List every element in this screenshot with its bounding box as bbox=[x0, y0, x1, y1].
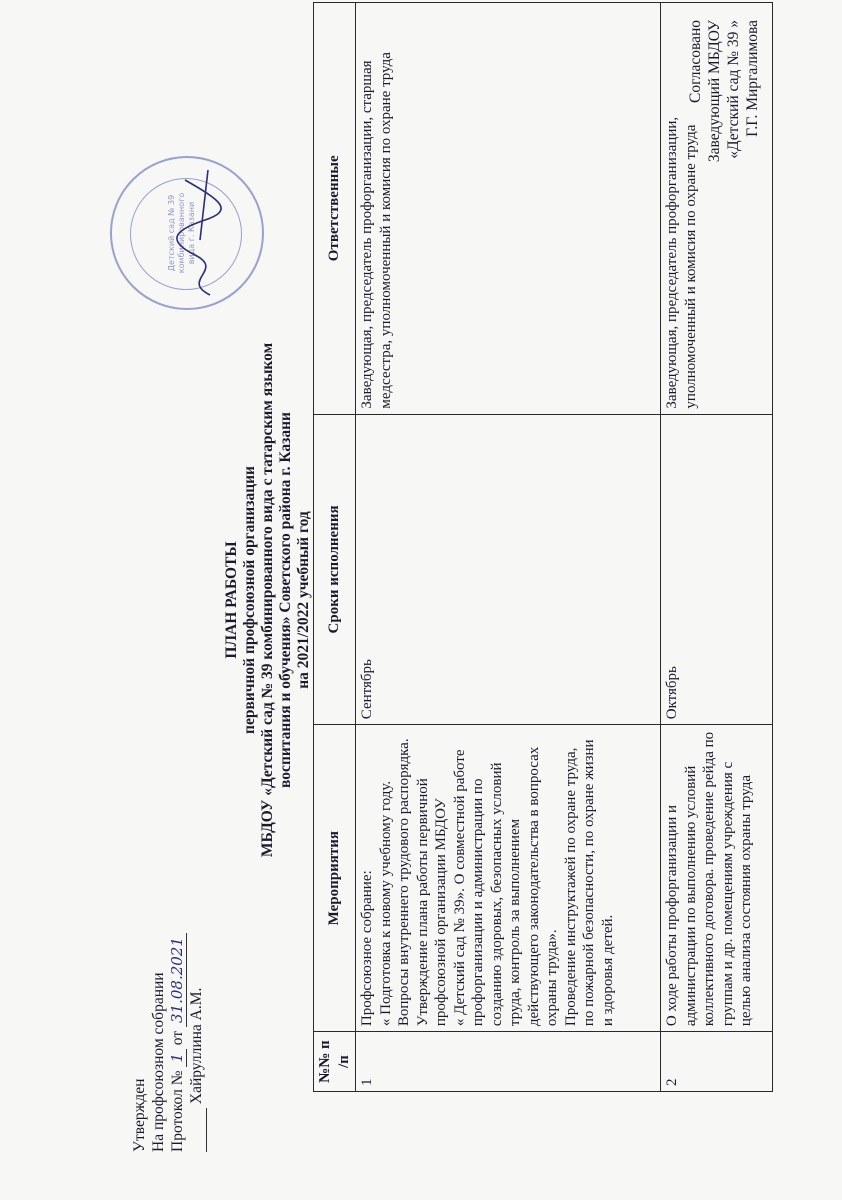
protocol-prefix: Протокол № bbox=[169, 1070, 186, 1152]
activity-line: О ходе работы профорганизации и администрации по выполнению условий коллективного договора. проведение рейда по группам и др. помещениям учреждения с целью анализа состояния охраны труда bbox=[664, 731, 754, 1027]
row-term: Сентябрь bbox=[356, 414, 661, 725]
header-responsible: Ответственные bbox=[314, 3, 356, 415]
approval-line-1: Утвержден bbox=[131, 1078, 148, 1152]
handwritten-signature bbox=[187, 1108, 207, 1152]
approval-line-2: На профсоюзном собрании bbox=[150, 972, 167, 1152]
table-row bbox=[356, 3, 661, 1092]
header-activities: Мероприятия bbox=[314, 725, 356, 1032]
work-plan-table bbox=[313, 2, 773, 1092]
title-line-1: ПЛАН РАБОТЫ bbox=[223, 541, 240, 659]
table-header-row bbox=[314, 3, 356, 1092]
protocol-from: от bbox=[169, 1030, 186, 1046]
agreed-line-4: Г.Г. Миргалимова bbox=[744, 20, 761, 137]
header-term: Сроки исполнения bbox=[314, 414, 356, 725]
activity-line: « Детский сад № 39». О совместной работе профорганизации и администрации по созданию здоровых, безопасных условий труда, контроль за выполнением действующего законодательства в вопросах охраны труда». bbox=[451, 746, 560, 1027]
row-term: Октябрь bbox=[661, 414, 773, 725]
table-row bbox=[661, 3, 773, 1092]
signature-line bbox=[187, 933, 207, 1152]
stamp-text: Детский сад № 39 комбинированного вида г. Казани bbox=[167, 192, 196, 274]
title-line-4: воспитания и обучения» Советского района г. Казани bbox=[277, 412, 294, 788]
activity-line: « Подготовка к новому учебному году. Вопросы внутреннего трудового распорядка. Утверждение плана работы первичной профсоюзной организации МБДОУ bbox=[377, 738, 449, 1027]
document-title bbox=[223, 300, 313, 900]
protocol-date: 31.08.2021 bbox=[168, 933, 187, 1027]
title-line-3: МБДОУ «Детский сад № 39 комбинированного вида с татарским языком bbox=[259, 342, 276, 858]
row-number: 1 bbox=[356, 1032, 661, 1092]
title-line-5: на 2021/2022 учебный год bbox=[295, 511, 312, 689]
approval-block bbox=[130, 933, 207, 1152]
protocol-number: 1 bbox=[168, 1049, 187, 1067]
title-line-2: первичной профсоюзной организации bbox=[241, 466, 258, 734]
row-activity bbox=[356, 725, 661, 1032]
row-responsible: Заведующая, председатель профорганизации, старшая медсестра, уполномоченный и комисия по охране труда bbox=[356, 3, 661, 415]
signature-name: Хайруллина А.М. bbox=[188, 987, 205, 1105]
activity-line: Проведение инструктажей по охране труда, по пожарной безопасности, по охране жизни и здоровья детей. bbox=[562, 739, 616, 1027]
agreed-line-2: Заведующий МБДОУ bbox=[706, 20, 723, 163]
agreed-line-3: «Детский сад № 39 » bbox=[725, 20, 742, 159]
row-responsible: Заведующая, председатель профорганизации, уполномоченный и комисия по охране труда bbox=[661, 3, 773, 415]
activity-line: Профсоюзное собрание: bbox=[359, 870, 375, 1027]
protocol-line bbox=[168, 933, 187, 1152]
director-signature-icon bbox=[170, 160, 230, 300]
agreed-line-1: Согласовано bbox=[687, 20, 704, 103]
row-number: 2 bbox=[661, 1032, 773, 1092]
row-activity bbox=[661, 725, 773, 1032]
header-number: №№ п /п bbox=[314, 1032, 356, 1092]
